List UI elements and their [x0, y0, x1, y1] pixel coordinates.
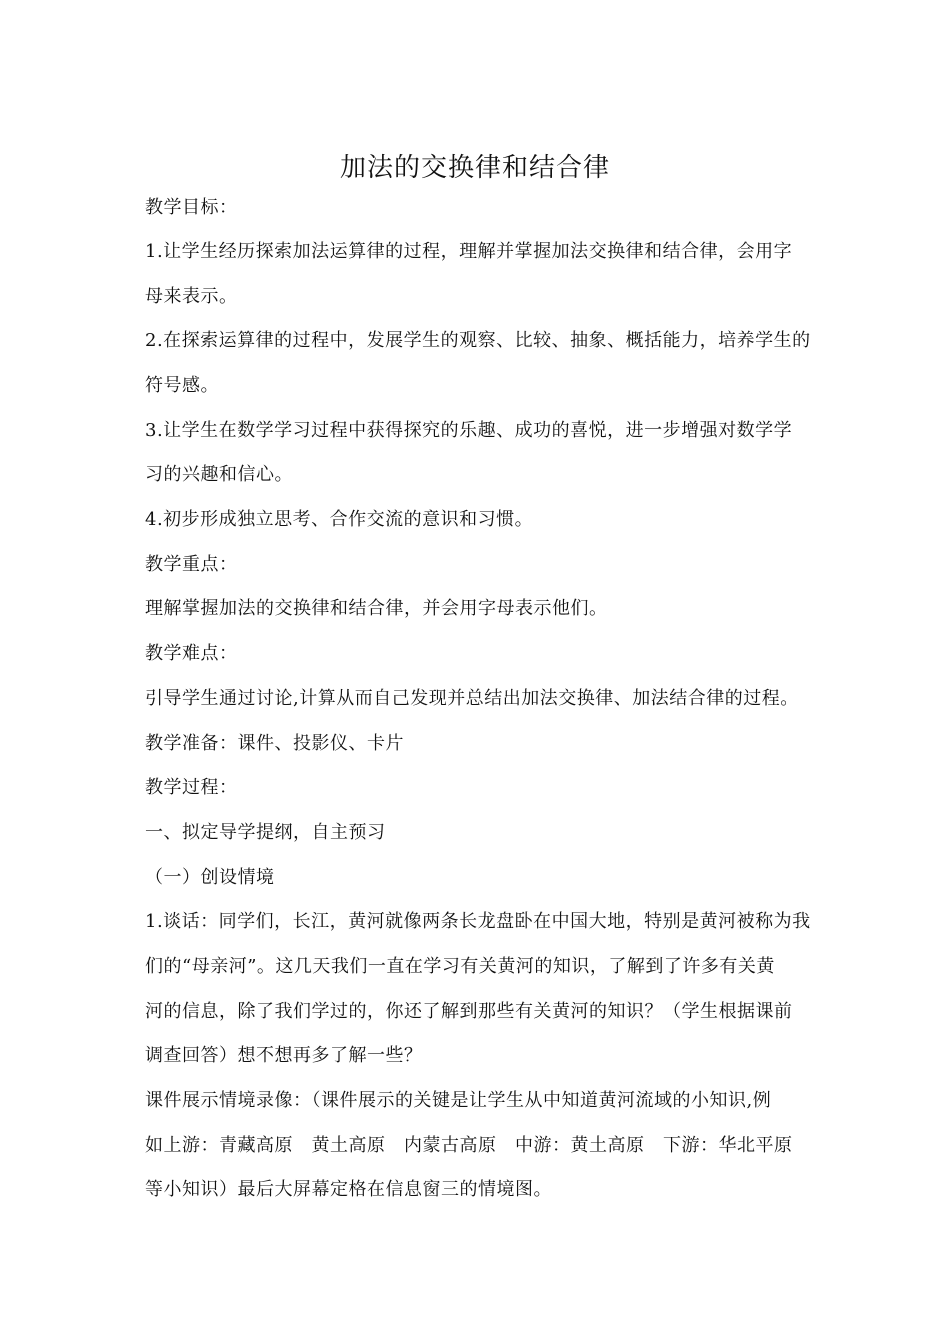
talk-line-3: 河的信息，除了我们学过的，你还了解到那些有关黄河的知识？（学生根据课前	[145, 1001, 793, 1022]
talk-line-2: 们的“母亲河”。这几天我们一直在学习有关黄河的知识，了解到了许多有关黄	[145, 956, 775, 977]
objective-2-line-2: 符号感。	[145, 375, 219, 396]
heading-key-points: 教学重点：	[145, 554, 238, 575]
courseware-line-3: 等小知识）最后大屏幕定格在信息窗三的情境图。	[145, 1179, 552, 1200]
subsection-1-heading: （一）创设情境	[145, 867, 275, 888]
key-points-text: 理解掌握加法的交换律和结合律，并会用字母表示他们。	[145, 598, 608, 619]
objective-3-line-1: 3.让学生在数学学习过程中获得探究的乐趣、成功的喜悦，进一步增强对数学学	[145, 420, 793, 441]
courseware-line-2: 如上游：青藏高原 黄土高原 内蒙古高原 中游：黄土高原 下游：华北平原	[145, 1135, 793, 1156]
objective-1-line-1: 1.让学生经历探索加法运算律的过程，理解并掌握加法交换律和结合律，会用字	[145, 241, 793, 262]
objective-1-line-2: 母来表示。	[145, 286, 238, 307]
objective-4: 4.初步形成独立思考、合作交流的意识和习惯。	[145, 509, 534, 530]
heading-difficulties: 教学难点：	[145, 643, 238, 664]
section-1-heading: 一、拟定导学提纲，自主预习	[145, 822, 386, 843]
talk-line-4: 调查回答）想不想再多了解一些？	[145, 1045, 423, 1066]
heading-teaching-objectives: 教学目标：	[145, 197, 238, 218]
courseware-line-1: 课件展示情境录像：（课件展示的关键是让学生从中知道黄河流域的小知识,例	[145, 1090, 772, 1111]
document-title: 加法的交换律和结合律	[339, 153, 610, 184]
objective-3-line-2: 习的兴趣和信心。	[145, 464, 293, 485]
heading-teaching-process: 教学过程：	[145, 777, 238, 798]
difficulties-text: 引导学生通过讨论,计算从而自己发现并总结出加法交换律、加法结合律的过程。	[145, 688, 799, 709]
teaching-preparation: 教学准备：课件、投影仪、卡片	[145, 733, 404, 754]
talk-line-1: 1.谈话：同学们，长江，黄河就像两条长龙盘卧在中国大地，特别是黄河被称为我	[145, 911, 811, 932]
objective-2-line-1: 2.在探索运算律的过程中，发展学生的观察、比较、抽象、概括能力，培养学生的	[145, 330, 811, 351]
